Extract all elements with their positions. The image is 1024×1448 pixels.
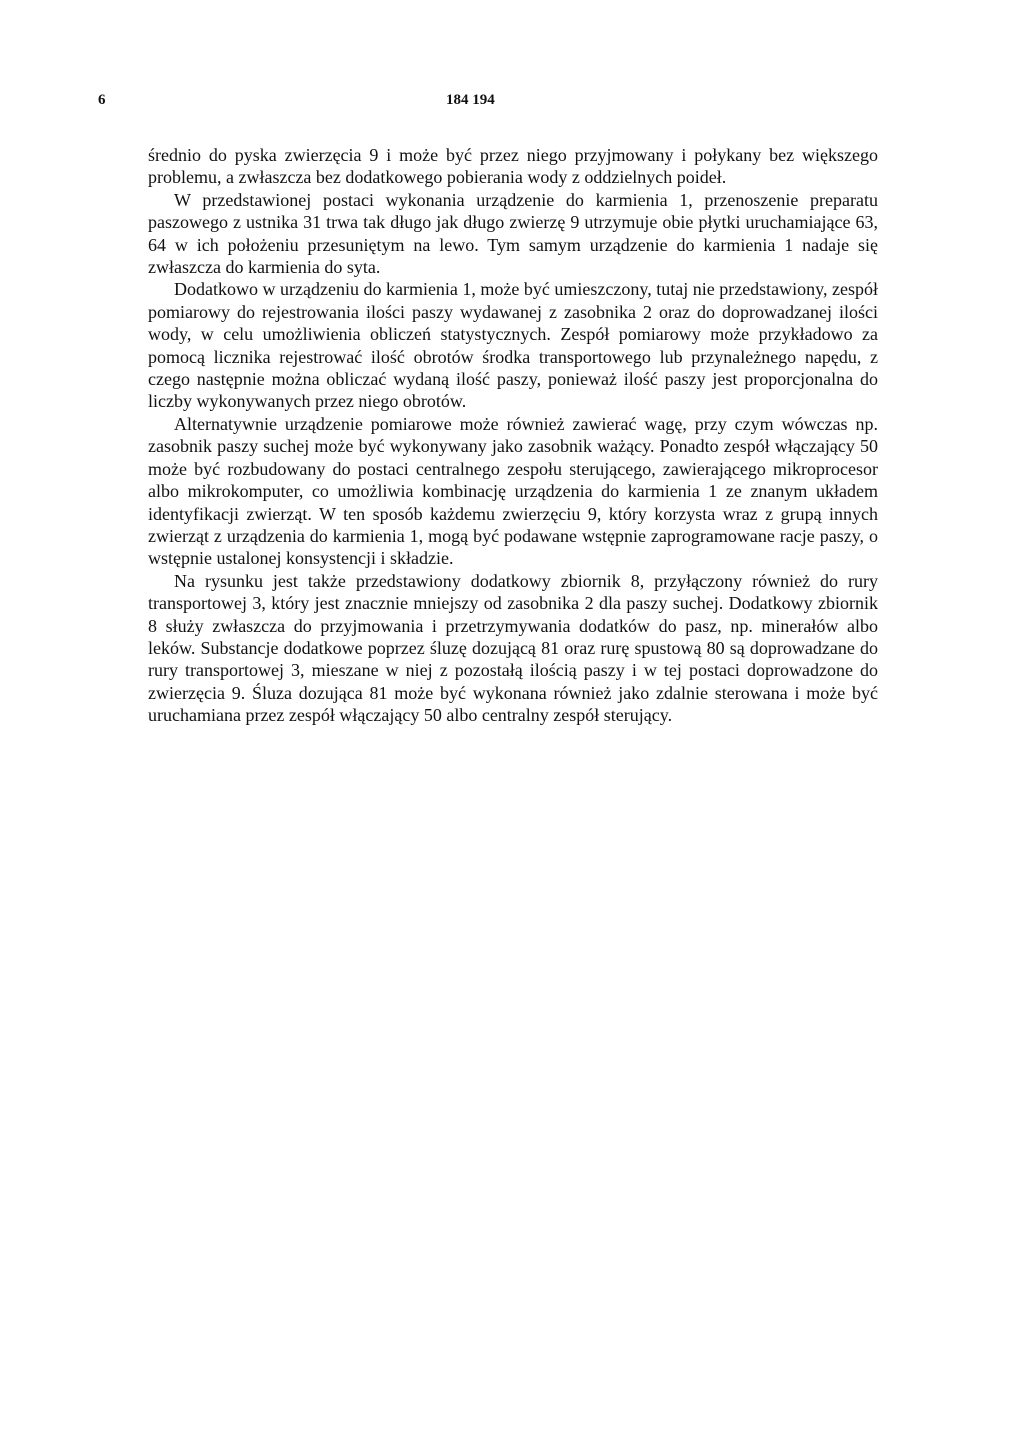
paragraph-weighing-alternative: Alternatywnie urządzenie pomiarowe może również zawierać wagę, przy czym wówczas np. zasobnik paszy suchej może być wykonywany jako zasobnik ważący. Ponadto zespół włączający 50 może być rozbudowany do postaci centralnego zespołu sterującego, zawierającego mikroprocesor albo mikrokomputer, co umożliwia kombinację urządzenia do karmienia 1 ze znanym układem identyfikacji zwierząt. W ten sposób każdemu zwierzęciu 9, który korzysta wraz z grupą innych zwierząt z urządzenia do karmienia 1, mogą być podawane wstępnie zaprogramowane racje paszy, o wstępnie ustalonej konsystencji i składzie. — [148, 413, 878, 569]
page-number: 6 — [98, 92, 106, 108]
patent-number: 184 194 — [446, 92, 495, 108]
paragraph-feeding-until-full: W przedstawionej postaci wykonania urządzenie do karmienia 1, przenoszenie preparatu paszowego z ustnika 31 trwa tak długo jak długo zwierzę 9 utrzymuje obie płytki uruchamiające 63, 64 w ich położeniu przesuniętym na lewo. Tym samym urządzenie do karmienia 1 nadaje się zwłaszcza do karmienia do syta. — [148, 189, 878, 278]
page-header — [98, 92, 878, 116]
paragraph-additional-container: Na rysunku jest także przedstawiony dodatkowy zbiornik 8, przyłączony również do rury transportowej 3, który jest znacznie mniejszy od zasobnika 2 dla paszy suchej. Dodatkowy zbiornik 8 służy zwłaszcza do przyjmowania i przetrzymywania dodatków do pasz, np. minerałów albo leków. Substancje dodatkowe poprzez śluzę dozującą 81 oraz rurę spustową 80 są doprowadzane do rury transportowej 3, mieszane w niej z pozostałą ilością paszy i w tej postaci doprowadzone do zwierzęcia 9. Śluza dozująca 81 może być wykonana również jako zdalnie sterowana i może być uruchamiana przez zespół włączający 50 albo centralny zespół sterujący. — [148, 570, 878, 726]
body-text — [148, 144, 878, 727]
paragraph-continuation: średnio do pyska zwierzęcia 9 i może być przez niego przyjmowany i połykany bez większego problemu, a zwłaszcza bez dodatkowego pobierania wody z oddzielnych poideł. — [148, 145, 878, 188]
paragraph-measuring-unit: Dodatkowo w urządzeniu do karmienia 1, może być umieszczony, tutaj nie przedstawiony, zespół pomiarowy do rejestrowania ilości paszy wydawanej z zasobnika 2 oraz do doprowadzanej ilości wody, w celu umożliwienia obliczeń statystycznych. Zespół pomiarowy może przykładowo za pomocą licznika rejestrować ilość obrotów środka transportowego lub przynależnego napędu, z czego następnie można obliczać wydaną ilość paszy, ponieważ ilość paszy jest proporcjonalna do liczby wykonywanych przez niego obrotów. — [148, 279, 878, 412]
